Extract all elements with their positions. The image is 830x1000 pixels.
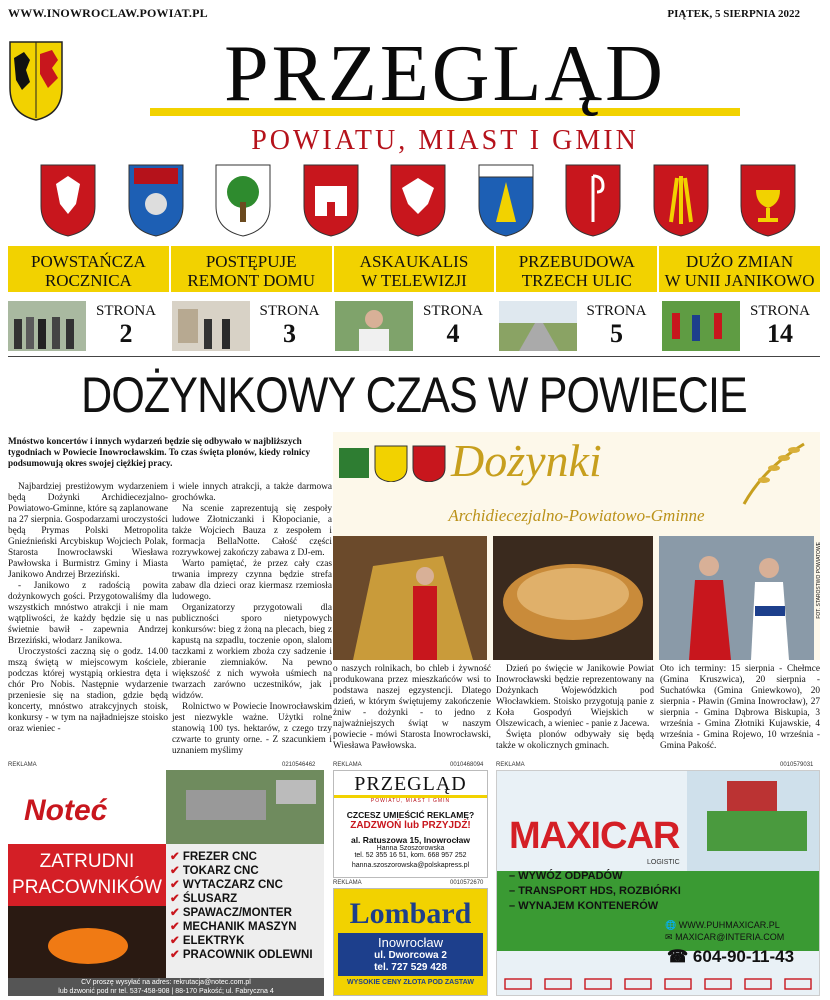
maxicar-services: – WYWÓZ ODPADÓW – TRANSPORT HDS, ROZBIÓRKI – WYNAJEM KONTENERÓW [509, 870, 681, 912]
ad-przeglad-person: Hanna Szoszorowska [376, 845, 445, 852]
ad-label: REKLAMA [333, 762, 362, 768]
lombard-slogan: WYSOKIE CENY ZŁOTA POD ZASTAW [347, 979, 474, 986]
page-ref[interactable]: STRONA 5 [499, 300, 657, 352]
article-column-2: i wiele innych atrakcji, a także darmowa grochówka. Na scenie zaprezentują się zespoły ludowe Złotniczanki i Kłopocianie, a także Wojciech Bauza z zespołem i formacja BellaNotte. Całość części rozrywkowej zakończy zabawa z DJ-em. Warto pamiętać, że przez cały czas trwania imprezy czynna będzie strefa zabaw dla dzieci oraz kiermasz rzemiosła ludowego. Organizatorzy przygotowali dla publiczności sporo nietypowych konkursów: bieg z żoną na plecach, bieg z kapustą na szpadlu, toczenie opon, slalom taczkami z workiem zboża czy sadzenie i zbieranie ziemniaków. Na pewno większość z nich wywoła uśmiech na twarzach zarówno uczestników, jak i widzów. Rolnictwo w Powiecie Inowrocławskim jest niezwykle ważne. Użytki rolne stanowią 100 tys. hektarów, z czego trzy czwarte to grunty orne. - Z szacunkiem i uznaniem myślimy [172, 482, 332, 756]
trucks-icon-row [501, 975, 817, 995]
wheat-icon [734, 438, 814, 506]
page-ref[interactable]: STRONA 4 [335, 300, 493, 352]
ad-przeglad-line2: ZADZWOŃ lub PRZYJDŹ! [350, 820, 471, 831]
lombard-city: Inowrocław [377, 935, 444, 950]
maxicar-email[interactable]: MAXICAR@INTERIA.COM [675, 932, 785, 942]
tree-crest-icon [213, 162, 273, 238]
ad-id: 0210546462 [282, 762, 316, 768]
lombard-street: ul. Dworcowa 2 [374, 950, 447, 961]
page-ref[interactable]: STRONA 2 [8, 300, 166, 352]
notec-brand: Noteć [24, 794, 108, 827]
ad-przeglad-line1: CZCESZ UMIEŚCIĆ REKLAMĘ? [346, 810, 475, 820]
page-ref[interactable]: STRONA 14 [662, 300, 820, 352]
man-portrait-thumbnail [335, 301, 413, 351]
ad-id: 0010572670 [450, 880, 484, 886]
photo-credit: FOT. STAROSTWO POWIATOWE [816, 542, 822, 619]
coats-of-arms-icon [337, 442, 449, 482]
maxicar-phone[interactable]: 604-90-11-43 [692, 947, 795, 966]
lombard-advertisement[interactable] [333, 888, 488, 996]
chalice-crest-icon [738, 162, 798, 238]
lombard-title: Lombard [349, 897, 472, 930]
maxicar-web[interactable]: WWW.PUHMAXICAR.PL [678, 920, 780, 930]
maxicar-advertisement[interactable] [496, 770, 820, 996]
newspaper-title: PRZEGLĄD [224, 30, 666, 118]
divider [8, 356, 820, 357]
ad-przeglad-title: PRZEGLĄD [334, 773, 487, 798]
sports-thumbnail [662, 301, 740, 351]
folk-dancers-photo [659, 536, 814, 660]
factory-aerial-photo [166, 770, 324, 844]
maxicar-brand: MAXICAR [509, 815, 680, 857]
foundry-photo [8, 906, 166, 978]
town-crests-row [38, 162, 798, 242]
notec-advertisement[interactable] [8, 770, 324, 996]
wheat-crest-icon [651, 162, 711, 238]
lombard-phone: tel. 727 529 428 [374, 962, 447, 973]
containers-photo [687, 771, 820, 871]
ad-label: REKLAMA [8, 762, 37, 768]
teaser-item[interactable]: DUŻO ZMIAN W UNII JANIKOWO [664, 252, 815, 290]
article-column-1: Najbardziej prestiżowym wydarzeniem będą Dożynki Archidiecezjalno-Powiatowo-Gminne, które są zaplanowane na 27 sierpnia. Gospodarzami uroczystości będą Prymas Polski Metropolita Gnieźnieński Arcybiskup Wojciech Polak, Starosta Inowrocławski Wiesława Pawłowska i Burmistrz Gminy i Miasta Janikowo Andrzej Brzeziński. - Janikowo z radością powita dożynkowych gości. Przygotowaliśmy dla wszystkich mnóstwo atrakcji i nie mam wątpliwości, że każdy będzie się u nas świetnie bawił - zapewnia Andrzej Brzeziński, włodarz Janikowa. Uroczystości zaczną się o godz. 14.00 mszą świętą w miejscowym kościele, podczas której wystąpią orkiestra dęta i chór Pro Nobis. Następnie wydarzenie przeniesie się na stadion, gdzie będą koncerty, mnóstwo atrakcyjnych stoisk, konkursy - w tym na najładniejsze stoisko oraz wieniec - [8, 482, 168, 734]
page-ref[interactable]: STRONA 3 [172, 300, 330, 352]
notec-footer-1: CV proszę wysyłać na adres: rekrutacja@notec.com.pl [81, 979, 251, 986]
issue-date: PIĄTEK, 5 SIERPNIA 2022 [667, 8, 800, 20]
dozynki-subtitle: Archidiecezjalno-Powiatowo-Gminne [448, 506, 705, 525]
dozynki-photo-block [333, 432, 820, 660]
ad-id: 0010579031 [780, 762, 814, 768]
ad-przeglad-phones: tel. 52 355 16 51, kom. 668 957 252 [354, 852, 467, 859]
notec-headline-2: PRACOWNIKÓW [12, 877, 162, 898]
wreath-photo [333, 536, 487, 660]
dozynki-title: Dożynki [451, 435, 602, 486]
ad-label: REKLAMA [333, 880, 362, 886]
crozier-crest-icon [563, 162, 623, 238]
teaser-item[interactable]: POSTĘPUJE REMONT DOMU [171, 246, 334, 292]
article-lead: Mnóstwo koncertów i innych wydarzeń będzie się odbywało w najbliższych tygodniach w Powiecie Inowrocławskim. To czas święta plonów, kiedy rolnicy podsumowują okres swojej ciężkiej pracy. [8, 436, 311, 468]
kruszwica-crest-icon [126, 162, 186, 238]
ad-przeglad-address: al. Ratuszowa 15, Inowrocław [350, 835, 471, 845]
bread-photo [493, 536, 653, 660]
maxicar-brand-sub: LOGISTIC [647, 859, 680, 866]
main-headline[interactable]: DOŻYNKOWY CZAS W POWIECIE [81, 367, 747, 423]
ad-przeglad-subtitle: POWIATU, MIAST I GMIN [370, 798, 451, 804]
newspaper-subtitle: POWIATU, MIAST I GMIN [150, 126, 740, 156]
ad-przeglad-email[interactable]: hanna.szoszorowska@polskapress.pl [351, 862, 470, 869]
notec-job-list: ✔ FREZER CNC ✔ TOKARZ CNC ✔ WYTACZARZ CNC ✔ ŚLUSARZ ✔ SPAWACZ/MONTER ✔ MECHANIK MASZYN ✔ ELEKTRYK ✔ PRACOWNIK ODLEWNI [170, 851, 313, 961]
eagle-crest-icon [388, 162, 448, 238]
building-interior-thumbnail [172, 301, 250, 351]
teaser-item[interactable]: PRZEBUDOWA TRZECH ULIC [496, 246, 659, 292]
street-thumbnail [499, 301, 577, 351]
article-column-3: o naszych rolnikach, bo chleb i żywność produkowana przez mieszkańców wsi to podstawa naszej egzystencji. Dlatego dzień, w którym świętujemy zakończenie żniw - dożynki - to jedno z najważniejszych świąt w naszym powiecie - mówi Starosta Inowrocławski, Wiesława Pawłowska. [333, 664, 491, 751]
masthead [150, 30, 740, 156]
phone-icon: ☎ [667, 947, 689, 966]
website-url: WWW.INOWROCLAW.POWIAT.PL [8, 6, 208, 20]
globe-icon: 🌐 [665, 920, 677, 930]
teaser-item[interactable]: POWSTAŃCZA ROCZNICA [8, 246, 171, 292]
przeglad-advertisement[interactable] [333, 770, 488, 878]
teaser-strip [8, 246, 820, 292]
mail-icon: ✉ [665, 932, 673, 942]
page-references [8, 300, 820, 352]
article-column-5: Oto ich terminy: 15 sierpnia - Chełmce (Gmina Kruszwica), 20 sierpnia - Suchatówka (Gmina Gniewkowo), 20 sierpnia - Pławin (Gmina Inowrocław), 27 sierpnia - Gmina Dąbrowa Biskupia, 3 września - Gmina Złotniki Kujawskie, 4 września - Gmina Rojewo, 10 września - Gmina Pakość. [660, 664, 820, 751]
notec-footer-2: lub dzwonić pod nr tel. 537-458-908 | 88-170 Pakość; ul. Fabryczna 4 [58, 988, 274, 995]
teaser-item[interactable]: ASKAUKALIS W TELEWIZJI [334, 246, 497, 292]
castle-crest-icon [301, 162, 361, 238]
ad-label: REKLAMA [496, 762, 525, 768]
notec-headline-1: ZATRUDNI [39, 851, 135, 872]
group-photo-thumbnail [8, 301, 86, 351]
gmina-inowroclaw-crest-icon [476, 162, 536, 238]
inowroclaw-crest-icon [38, 162, 98, 238]
county-coat-of-arms-icon [8, 38, 64, 122]
article-column-4: Dzień po święcie w Janikowie Powiat Inowrocławski będzie reprezentowany na Dożynkach Wojewódzkich pod Włocławkiem. Stoisko przygotują panie z Koła Gospodyń Wiejskich w Olszewicach, a wieniec - panie z Jacewa. Święta plonów odbywały się będą także w okolicznych gminach. [496, 664, 654, 751]
ad-id: 0010468094 [450, 762, 484, 768]
